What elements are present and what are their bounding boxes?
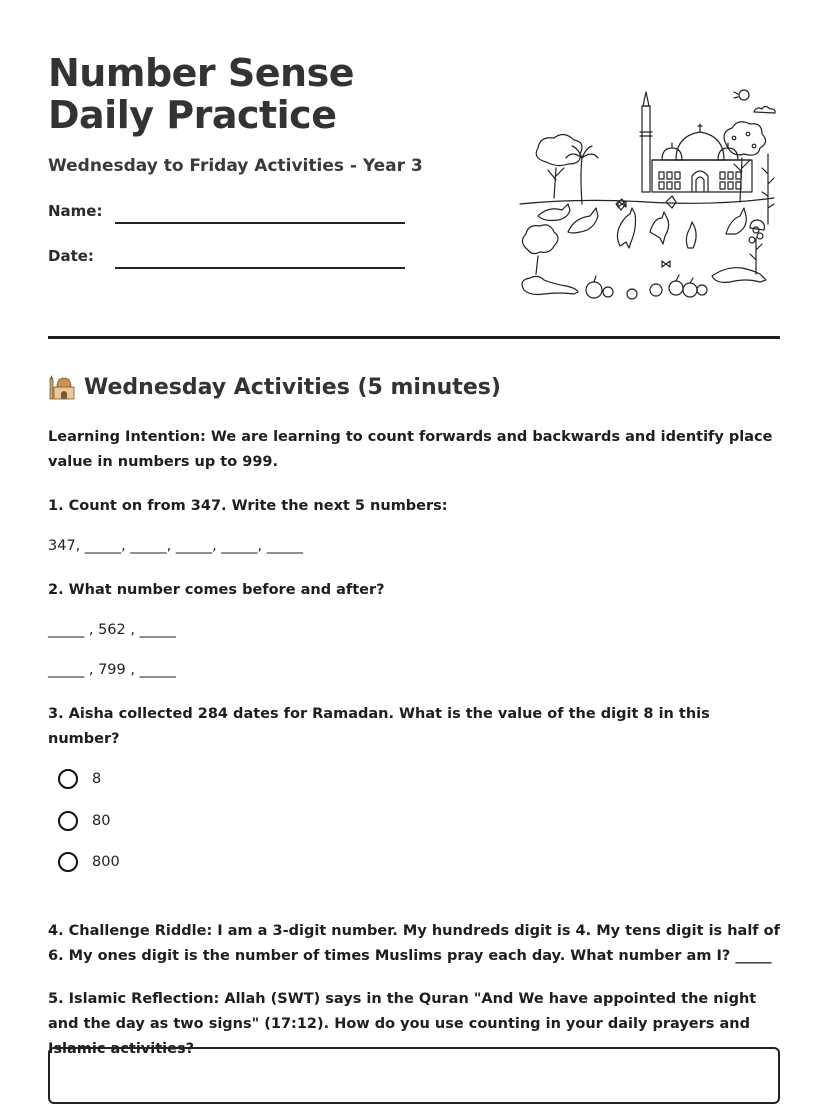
mosque-illustration-icon xyxy=(516,84,778,306)
radio-button[interactable] xyxy=(58,769,78,789)
question-3-option[interactable] xyxy=(58,809,110,833)
question-2-prompt: 2. What number comes before and after? xyxy=(48,582,385,598)
date-field[interactable] xyxy=(48,247,408,269)
option-label: 80 xyxy=(92,813,111,829)
question-4-prompt: 4. Challenge Riddle: I am a 3-digit number. My hundreds digit is 4. My tens digit is half of 6. My ones digit is the number of times Muslims pray each day. What number am I? _____ xyxy=(48,923,780,964)
section-heading-text: Wednesday Activities (5 minutes) xyxy=(84,374,501,400)
question-3-prompt: 3. Aisha collected 284 dates for Ramadan. What is the value of the digit 8 in this number? xyxy=(48,706,710,747)
learning-intention: Learning Intention: We are learning to count forwards and backwards and identify place value in numbers up to 999. xyxy=(48,429,773,470)
option-label: 800 xyxy=(92,854,120,870)
date-label: Date: xyxy=(48,247,94,265)
radio-button[interactable] xyxy=(58,811,78,831)
question-5-prompt: 5. Islamic Reflection: Allah (SWT) says in the Quran "And We have appointed the night and the day as two signs" (17:12). How do you use counting in your daily prayers and Islamic activities? xyxy=(48,991,757,1057)
question-2-answer-line-2[interactable]: _____ , 799 , _____ xyxy=(48,662,176,678)
mosque-emoji-icon xyxy=(48,373,76,401)
section-heading xyxy=(48,373,501,401)
question-3-option[interactable] xyxy=(58,767,101,791)
reflection-answer-box[interactable] xyxy=(48,1047,780,1104)
question-1-answer-line[interactable]: 347, _____, _____, _____, _____, _____ xyxy=(48,538,304,554)
name-label: Name: xyxy=(48,202,103,220)
header-divider xyxy=(48,336,780,339)
name-field[interactable] xyxy=(48,202,408,224)
date-write-line[interactable] xyxy=(115,267,405,269)
page-subtitle: Wednesday to Friday Activities - Year 3 xyxy=(48,156,423,176)
question-2-answer-line-1[interactable]: _____ , 562 , _____ xyxy=(48,622,176,638)
name-write-line[interactable] xyxy=(115,222,405,224)
question-1-prompt: 1. Count on from 347. Write the next 5 numbers: xyxy=(48,498,448,514)
question-3-option[interactable] xyxy=(58,850,120,874)
radio-button[interactable] xyxy=(58,852,78,872)
option-label: 8 xyxy=(92,771,102,787)
page-title: Number Sense Daily Practice xyxy=(48,51,354,137)
worksheet-page xyxy=(48,0,780,1118)
